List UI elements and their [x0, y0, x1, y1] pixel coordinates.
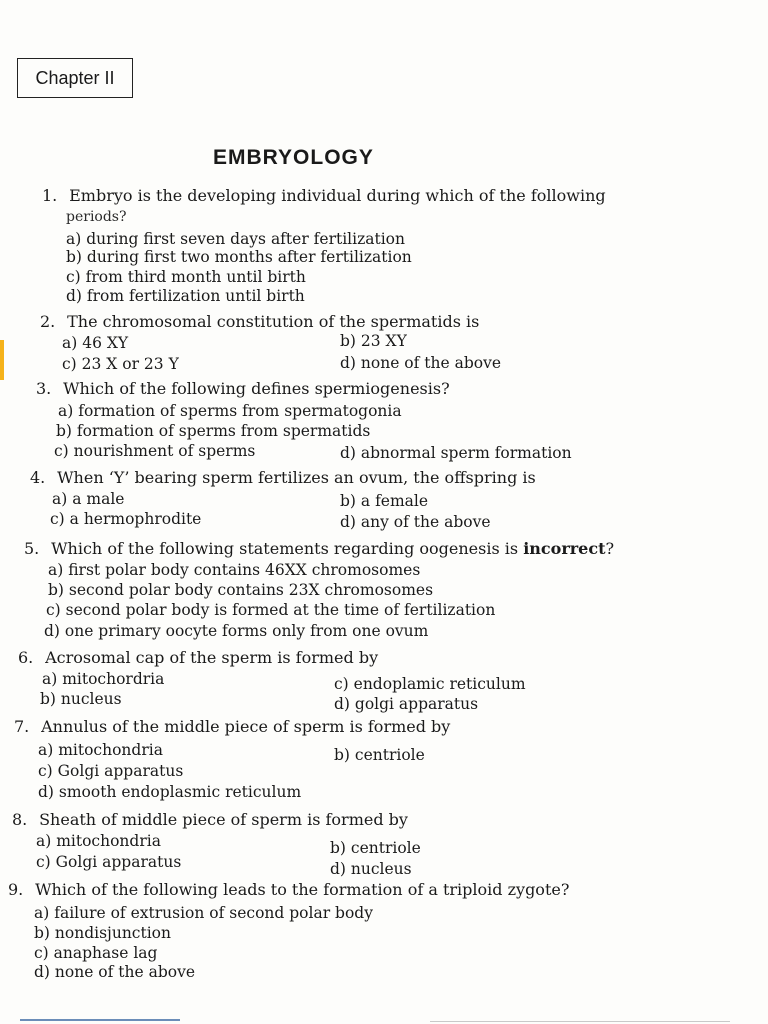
option-c: c) second polar body is formed at the time of fertilization [46, 601, 496, 619]
question-number: 8. [12, 810, 28, 829]
question-text: Embryo is the developing individual during which of the following [69, 186, 606, 205]
question-6 [18, 648, 378, 668]
question-text: When ‘Y’ bearing sperm fertilizes an ovum, the offspring is [57, 468, 536, 487]
question-text-emphasis: incorrect [523, 539, 606, 558]
question-text-pre: Which of the following statements regarding oogenesis is [51, 539, 524, 558]
option-b: b) a female [340, 492, 429, 510]
option-a: a) first polar body contains 46XX chromosomes [48, 561, 421, 579]
option-b: b) during first two months after fertilization [66, 248, 412, 266]
option-a: a) failure of extrusion of second polar body [34, 904, 373, 922]
option-d: d) none of the above [34, 963, 196, 981]
question-text: The chromosomal constitution of the spermatids is [67, 312, 480, 331]
question-4 [30, 468, 536, 488]
option-c: c) anaphase lag [34, 944, 158, 962]
question-2 [40, 312, 479, 332]
option-c: c) nourishment of sperms [54, 442, 256, 460]
option-d: d) abnormal sperm formation [340, 444, 572, 462]
question-5 [24, 539, 614, 559]
question-text: Which of the following leads to the formation of a triploid zygote? [35, 880, 570, 899]
question-9 [8, 880, 569, 900]
option-a: a) mitochordria [42, 670, 165, 688]
option-d: d) from fertilization until birth [66, 287, 305, 305]
option-d: d) nucleus [330, 860, 412, 878]
footer-rule [20, 1019, 180, 1021]
option-c: c) a hermophrodite [50, 510, 202, 528]
option-d: d) none of the above [340, 354, 502, 372]
option-c: c) Golgi apparatus [36, 853, 182, 871]
question-number: 4. [30, 468, 46, 487]
question-number: 6. [18, 648, 34, 667]
question-number: 1. [42, 186, 58, 205]
option-c: c) Golgi apparatus [38, 762, 184, 780]
chapter-label-box [17, 58, 133, 98]
option-c: c) endoplamic reticulum [334, 675, 526, 693]
option-c: c) 23 X or 23 Y [62, 355, 179, 373]
option-b: b) formation of sperms from spermatids [56, 422, 371, 440]
question-1-continuation: periods? [66, 209, 127, 225]
question-number: 3. [36, 379, 52, 398]
page-title: EMBRYOLOGY [213, 146, 374, 169]
question-7 [14, 717, 450, 737]
option-b: b) 23 XY [340, 332, 407, 350]
option-b: b) nondisjunction [34, 924, 171, 942]
question-1 [42, 186, 606, 206]
option-b: b) centriole [330, 839, 421, 857]
chapter-label: Chapter II [35, 67, 115, 88]
option-a: a) a male [52, 490, 125, 508]
question-text: Which of the following defines spermiogenesis? [63, 379, 450, 398]
question-text: Acrosomal cap of the sperm is formed by [45, 648, 379, 667]
option-d: d) any of the above [340, 513, 491, 531]
question-number: 2. [40, 312, 56, 331]
option-b: b) second polar body contains 23X chromosomes [48, 581, 434, 599]
option-b: b) centriole [334, 746, 425, 764]
question-number: 5. [24, 539, 40, 558]
option-b: b) nucleus [40, 690, 122, 708]
option-c: c) from third month until birth [66, 268, 306, 286]
option-a: a) during first seven days after fertilization [66, 230, 405, 248]
question-3 [36, 379, 450, 399]
option-a: a) mitochondria [38, 741, 163, 759]
option-a: a) formation of sperms from spermatogonia [58, 402, 402, 420]
option-a: a) mitochondria [36, 832, 161, 850]
question-number: 7. [14, 717, 30, 736]
question-text-post: ? [605, 539, 615, 558]
question-8 [12, 810, 408, 830]
question-text: Annulus of the middle piece of sperm is formed by [41, 717, 451, 736]
question-number: 9. [8, 880, 24, 899]
footer-rule-faint [430, 1021, 730, 1022]
question-text: Sheath of middle piece of sperm is formed by [39, 810, 408, 829]
page-edge-mark [0, 340, 4, 380]
option-d: d) one primary oocyte forms only from one ovum [44, 622, 429, 640]
option-a: a) 46 XY [62, 334, 129, 352]
option-d: d) golgi apparatus [334, 695, 479, 713]
option-d: d) smooth endoplasmic reticulum [38, 783, 302, 801]
